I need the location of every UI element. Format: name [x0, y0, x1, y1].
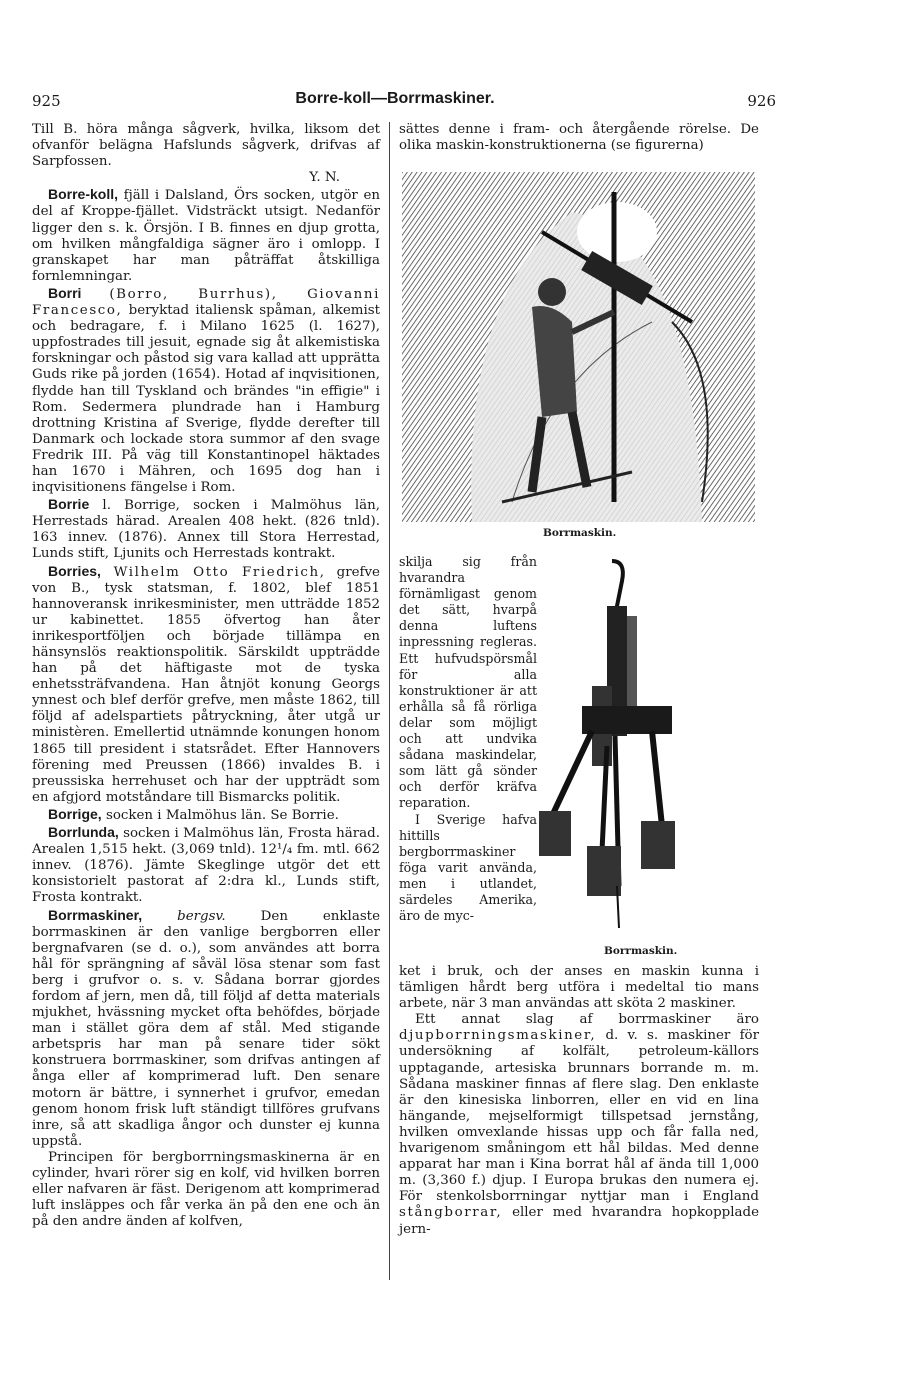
- lemma: Borries,: [48, 562, 101, 579]
- entry-borrie: [32, 496, 380, 562]
- lemma: Borrlunda,: [48, 824, 119, 841]
- entry-text: grefve von B., tysk statsman, f. 1802, blef 1851 hannoveransk inrikesminister, men utträdde 1852 ur kabinettet. 1855 öfvertog han åter inrikesportföljen och började tillämpa en hänsynslös reaktionspolitik. Särskildt uppträdde han på det häftigaste mot de tyska enhetssträfvandena. Han åtnjöt konung Georgs ynnest och blef derför grefve, men måste 1862, till följd af adelspartiets påtryckning, åter utgå ur ministèren. Emellertid utnämnde konungen honom 1865 till president i statsrådet. Efter Hannovers förening med Preussen (1866) invaldes B. i preussiska herrehuset och har der uppträdt som en afgjord motståndare till Bismarcks politik.: [32, 564, 380, 805]
- right-column-top: [399, 122, 759, 154]
- paragraph-sverige: I Sverige hafva hittills bergborrmaskiner föga varit använda, men i utlandet, särdeles Amerika, äro de myc-: [399, 811, 537, 924]
- entry-borrlunda: [32, 824, 380, 906]
- column-rule: [389, 122, 390, 1280]
- right-column-wrapped: [399, 554, 537, 924]
- lemma: Borrige,: [48, 805, 102, 822]
- entry-borries: [32, 563, 380, 806]
- text: Till B. höra många sågverk, hvilka, liksom det ofvanför belägna Hafslunds sågverk, drifvas af Sarpfossen.: [32, 122, 380, 170]
- text: d. v. s. maskiner för undersökning af kolfält, petroleum-källors upptagande, artesiska brunnars borrande m. m. Sådana maskiner finnas af flere slag. Den enklaste är den kinesiska linborren, eller en vid en lina hängande, mejselformigt tillspetsad jernstång, hvilken omvexlande hissas upp och får falla ned, hvarigenom småningom ett hål bildas. Med denne apparat har man i Kina borrat hål af ända till 1,000 m. (3,360 f.) djup. I Europa brukas den numera ej. För stenkolsborrningar nyttjar man i England: [399, 1028, 759, 1205]
- entry-text: fjäll i Dalsland, Örs socken, utgör en del af Kroppe-fjället. Vidsträckt utsigt. Nedanför ligger den s. k. Örsjön. I B. finnes en djup grotta, om hvilken mångfaldiga sägner äro i omlopp. I granskapet har man påträffat åtskilliga fornlemningar.: [32, 188, 380, 284]
- text: Ett annat slag af borrmaskiner äro: [415, 1012, 759, 1028]
- figure-caption-2: Borrmaskin.: [604, 945, 678, 957]
- entry-text: l. Borrige, socken i Malmöhus län, Herrestads härad. Arealen 408 hekt. (826 tnld). 163 innev. (1876). Annex till Stora Herrestad, Lunds stift, Ljunits och Herrestads kontrakt.: [32, 498, 380, 562]
- paragraph-continuation: sättes denne i fram- och återgående rörelse. De olika maskin-konstruktionerna (se figurerna): [399, 122, 759, 154]
- text: eller med hvarandra hopkopplade jern-: [399, 1205, 759, 1237]
- entry-text: beryktad italiensk spåman, alkemist och bedragare, f. i Milano 1625 (l. 1627), uppfostrades till jesuit, egnade sig åt alkemistiska forskningar och påstod sig vara kallad att upprätta Guds rike på jorden (1654). Hotad af inqvisitionen, flydde han till Tyskland och brändes "in effigie" i Rom. Sedermera plundrade han i Hamburg drottning Kristina af Sverige, flydde derefter till Danmark och lockade stora summor af den svage Fredrik III. På väg till Konstantinopel häktades han 1670 i Mähren, och 1695 dog han i inqvisitionens fängelse i Rom.: [32, 303, 380, 496]
- left-column: [32, 122, 380, 1230]
- entry-text: socken i Malmöhus län, Frosta härad. Arealen 1,515 hekt. (3,069 tnld). 12¹/₄ fm. mtl. 662 innev. (1876). Jämte Skeglinge utgör det ett konsistorielt pastorat af 2:dra kl., Lunds stift, Frosta kontrakt.: [32, 826, 380, 906]
- paragraph-principen: Principen för bergborrningsmaskinerna är en cylinder, hvari rörer sig en kolf, vid hvilken borren eller nafvaren är fäst. Derigenom att komprimerad luft insläppes och får verka än på den ene och än på den andre änden af kolfven,: [32, 1149, 380, 1230]
- page-number-left: 925: [32, 92, 61, 110]
- right-column-bottom: [399, 964, 759, 1238]
- entry-borrmaskiner: [32, 907, 380, 1150]
- entry-borre-koll: [32, 186, 380, 285]
- entry-borrige: [32, 806, 380, 824]
- running-title: Borre-koll—Borrmaskiner.: [295, 90, 495, 107]
- drilling-machine-illustration: [537, 556, 677, 936]
- mine-drilling-illustration: [402, 172, 755, 522]
- signature: Y. N.: [309, 170, 340, 186]
- paragraph-sagverk: [32, 122, 380, 170]
- paragraph-ket: ket i bruk, och der anses en maskin kunna i tämligen hårdt berg utföra i medeltal tio mans arbete, när 3 man användas att sköta 2 maskiner.: [399, 964, 759, 1012]
- figure-caption-1: Borrmaskin.: [543, 527, 617, 539]
- lemma: Borre-koll,: [48, 186, 119, 203]
- paragraph-skilja: skilja sig från hvarandra förnämligast genom det sätt, hvarpå denna luftens inpressning regleras. Ett hufvudspörsmål för alla konstruktioner är att erhålla så få rörliga delar som möjligt och att undvika sådana maskindelar, som lätt gå sönder och derför kräfva reparation.: [399, 554, 537, 811]
- spaced-term: stångborrar,: [399, 1205, 503, 1221]
- subject-tag: bergsv.: [142, 908, 226, 924]
- paragraph-djupborrning: [399, 1012, 759, 1237]
- entry-borri: [32, 285, 380, 496]
- lemma: Borrie: [48, 496, 90, 513]
- lemma: Borri: [48, 284, 82, 301]
- spaced-name: Wilhelm Otto Friedrich,: [100, 564, 326, 580]
- spaced-name: (Borro, Burrhus), Giovanni Francesco,: [32, 286, 380, 319]
- entry-text: socken i Malmöhus län. Se Borrie.: [101, 807, 339, 823]
- spaced-term: djupborrningsmaskiner,: [399, 1028, 597, 1044]
- lemma: Borrmaskiner,: [48, 906, 143, 923]
- entry-text: Den enklaste borrmaskinen är den vanlige bergborren eller bergnafvaren (se d. o.), som användes att borra hål för sprängning af såväl lösa stenar som fast berg i grufvor o. s. v. Sådana borrar gjordes fordom af jern, men då, till följd af detta materials mjukhet, hvässning mycket ofta behöfdes, började man i stället göra dem af stål. Med stigande arbetspris har man på senare tider sökt konstruera borrmaskiner, som drifvas antingen af ånga eller af komprimerad luft. Den senare motorn är bättre, i synnerhet i grufvor, emedan genom honom frisk luft ständigt tillföres grufvans inre, så att skadliga ångor och dunster ej kunna uppstå.: [32, 908, 380, 1149]
- page-number-right: 926: [747, 92, 776, 110]
